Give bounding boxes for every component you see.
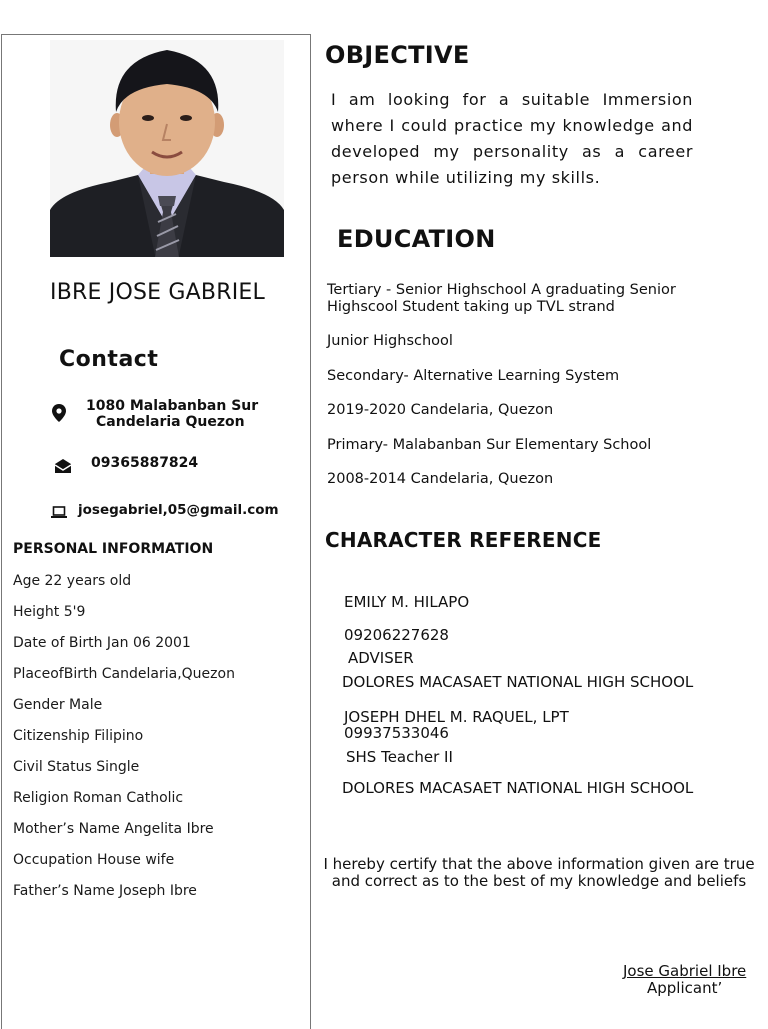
personal-info-civil-status: Civil Status Single bbox=[13, 759, 140, 775]
signature-role: Applicant’ bbox=[647, 979, 723, 997]
reference-1-phone: 09206227628 bbox=[344, 626, 449, 644]
envelope-icon bbox=[54, 458, 70, 474]
education-item-primary: Primary- Malabanban Sur Elementary School bbox=[327, 437, 652, 453]
applicant-name: IBRE JOSE GABRIEL bbox=[50, 280, 265, 305]
contact-heading: Contact bbox=[59, 347, 159, 372]
address-line-1: 1080 Malabanban Sur bbox=[86, 398, 259, 414]
personal-info-gender: Gender Male bbox=[13, 697, 103, 713]
personal-info-height: Height 5'9 bbox=[13, 604, 86, 620]
objective-text: I am looking for a suitable Immersion where I could practice my knowledge and developed my personality as a career person while utilizing my skills. bbox=[331, 90, 693, 187]
education-heading: EDUCATION bbox=[337, 225, 496, 253]
personal-info-religion: Religion Roman Catholic bbox=[13, 790, 184, 806]
education-item-junior: Junior Highschool bbox=[327, 333, 453, 349]
location-pin-icon bbox=[52, 404, 68, 420]
address-line-2: Candelaria Quezon bbox=[96, 414, 245, 430]
character-reference-heading: CHARACTER REFERENCE bbox=[325, 528, 602, 552]
reference-2-phone: 09937533046 bbox=[344, 724, 449, 742]
personal-info-occupation: Occupation House wife bbox=[13, 852, 175, 868]
reference-1-school: DOLORES MACASAET NATIONAL HIGH SCHOOL bbox=[342, 673, 694, 691]
laptop-icon bbox=[51, 504, 67, 520]
personal-info-age: Age 22 years old bbox=[13, 573, 132, 589]
personal-info-citizenship: Citizenship Filipino bbox=[13, 728, 144, 744]
reference-2-school: DOLORES MACASAET NATIONAL HIGH SCHOOL bbox=[342, 779, 694, 797]
profile-photo bbox=[50, 40, 284, 257]
education-item-primary-year: 2008-2014 Candelaria, Quezon bbox=[327, 471, 554, 487]
education-item-tertiary: Tertiary - Senior Highschool A graduating Senior Highscool Student taking up TVL strand bbox=[327, 282, 676, 315]
objective-heading: OBJECTIVE bbox=[325, 41, 470, 69]
personal-info-birthplace: PlaceofBirth Candelaria,Quezon bbox=[13, 666, 235, 682]
personal-info-father: Father’s Name Joseph Ibre bbox=[13, 883, 197, 899]
person-portrait-image bbox=[50, 40, 284, 257]
reference-1-role: ADVISER bbox=[348, 649, 414, 667]
personal-info-heading: PERSONAL INFORMATION bbox=[13, 541, 214, 557]
phone-number: 09365887824 bbox=[91, 455, 199, 471]
reference-2-name: JOSEPH DHEL M. RAQUEL, LPT bbox=[344, 708, 569, 726]
personal-info-mother: Mother’s Name Angelita Ibre bbox=[13, 821, 214, 837]
email-address: josegabriel,05@gmail.com bbox=[78, 502, 279, 518]
reference-1-name: EMILY M. HILAPO bbox=[344, 593, 470, 611]
personal-info-birthdate: Date of Birth Jan 06 2001 bbox=[13, 635, 191, 651]
education-item-secondary-year: 2019-2020 Candelaria, Quezon bbox=[327, 402, 554, 418]
signature-name: Jose Gabriel Ibre bbox=[623, 962, 747, 980]
certification-statement: I hereby certify that the above information given are true and correct as to the best of my knowledge and beliefs bbox=[323, 855, 755, 890]
reference-2-role: SHS Teacher II bbox=[346, 748, 453, 766]
education-item-secondary: Secondary- Alternative Learning System bbox=[327, 368, 620, 384]
